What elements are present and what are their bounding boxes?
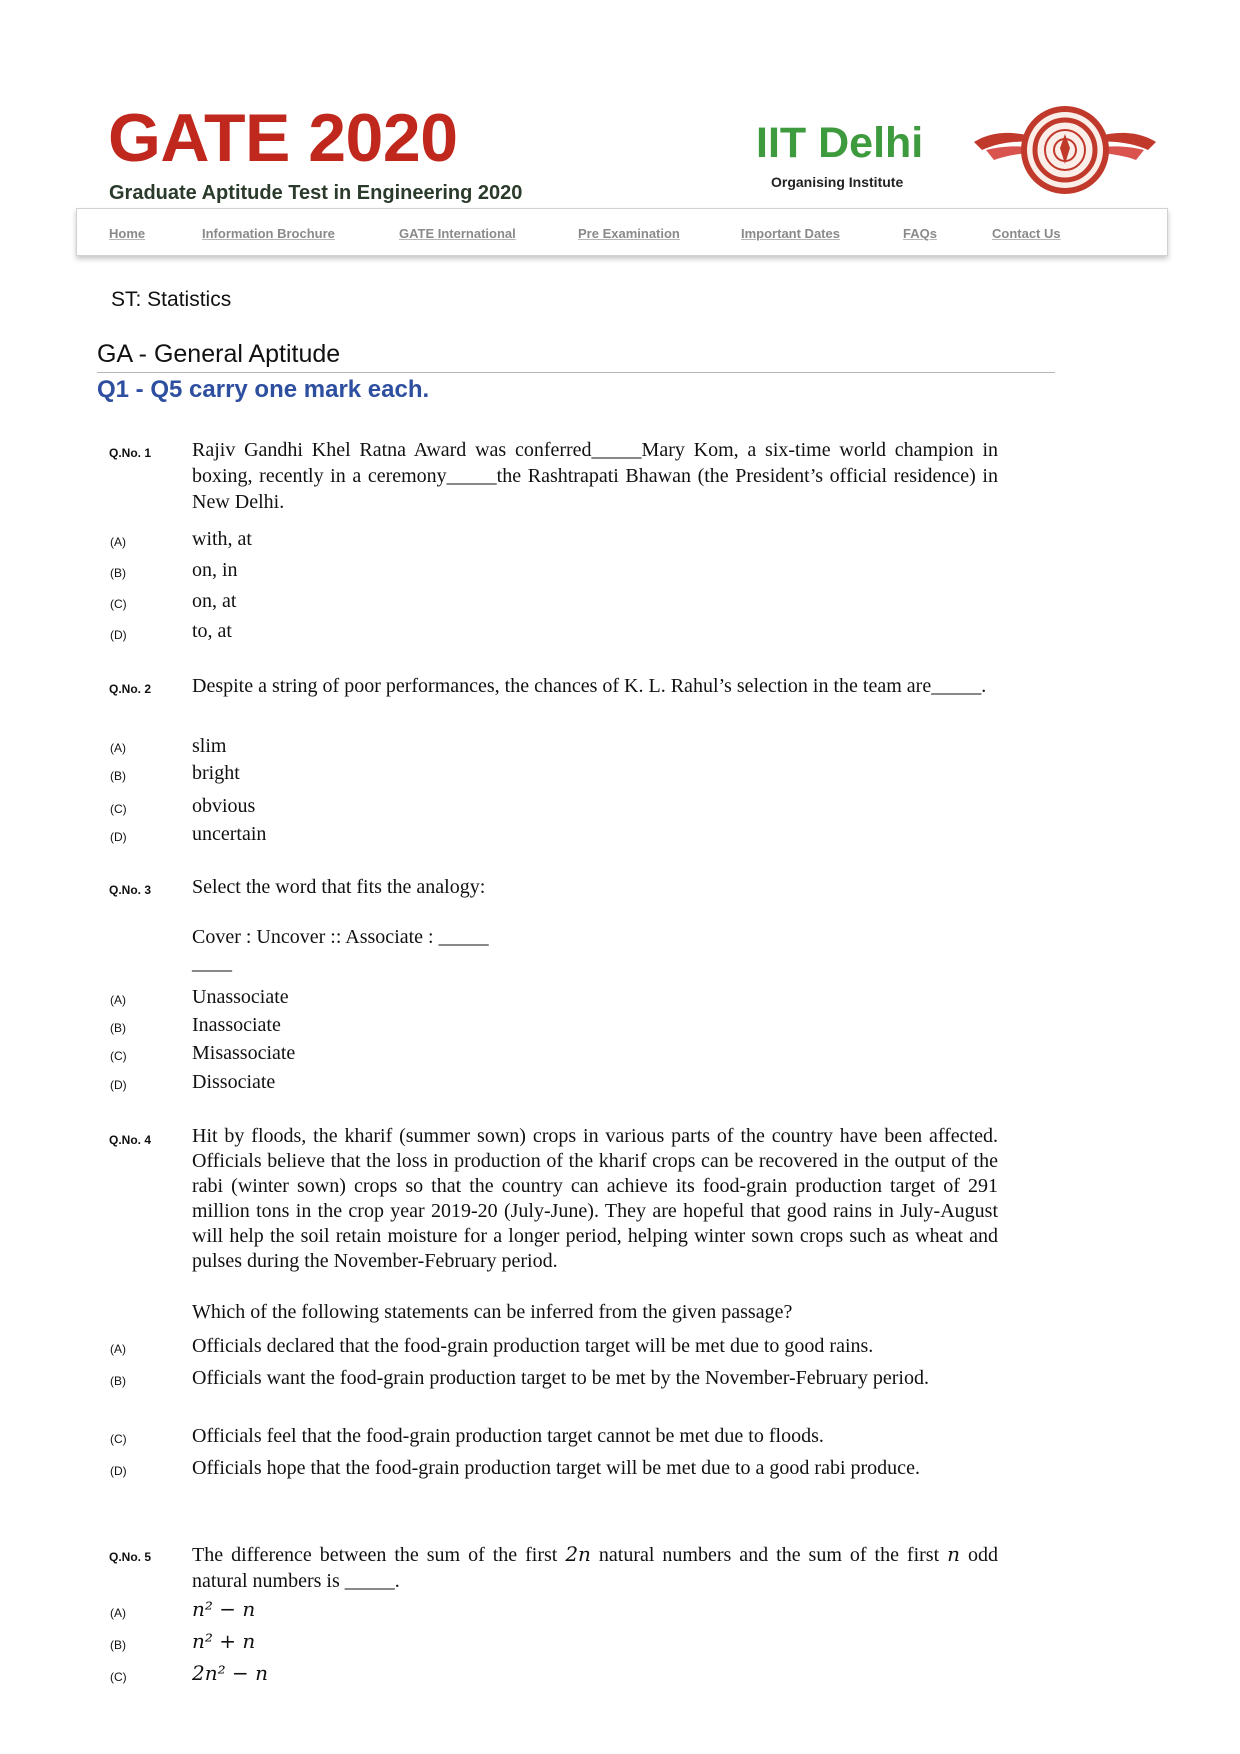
question-number: Q.No. 2 [109, 682, 152, 696]
option-label: (B) [110, 769, 126, 783]
option-text: Misassociate [192, 1042, 296, 1064]
option-label: (B) [110, 1638, 126, 1652]
question-text: Rajiv Gandhi Khel Ratna Award was conferred_____Mary Kom, a six-time world champion in boxing, recently in a ceremony_____the Rashtrapati Bhawan (the President’s official residence) in New Delhi. [192, 439, 998, 513]
analogy-text: Cover : Uncover :: Associate : _____ [192, 926, 489, 948]
question-number: Q.No. 1 [109, 446, 152, 460]
question-passage: Hit by floods, the kharif (summer sown) crops in various parts of the country have been affected. Officials believe that the loss in production of the kharif crops can be recovered in the output of the rabi (winter sown) crops so that the country can achieve its food-grain production target of 291 million tons in the crop year 2019-20 (July-June). They are hopeful that good rains in July-August will help the soil retain moisture for a longer period, helping winter sown crops such as wheat and pulses during the November-February period. [192, 1125, 998, 1272]
section-title: GA - General Aptitude [97, 340, 341, 368]
question-number: Q.No. 4 [109, 1133, 152, 1147]
option-label: (D) [110, 830, 127, 844]
math-term: n [947, 1542, 961, 1566]
option-text: 2n² − n [192, 1661, 268, 1685]
nav-pre-examination[interactable]: Pre Examination [578, 226, 680, 241]
option-label: (B) [110, 1374, 126, 1388]
nav-information-brochure[interactable]: Information Brochure [202, 226, 335, 241]
exam-subtitle: Graduate Aptitude Test in Engineering 2020 [109, 182, 523, 204]
question-text: Despite a string of poor performances, the chances of K. L. Rahul’s selection in the team are_____. [192, 675, 987, 697]
option-text: Officials hope that the food-grain production target will be met due to a good rabi produce. [192, 1457, 920, 1479]
option-text: obvious [192, 795, 256, 817]
nav-gate-international[interactable]: GATE International [399, 226, 516, 241]
question-text: Select the word that fits the analogy: [192, 876, 486, 898]
option-text: Officials feel that the food-grain production target cannot be met due to floods. [192, 1425, 824, 1447]
option-label: (C) [110, 1049, 127, 1063]
analogy-blank-continuation: ____ [192, 952, 232, 974]
option-label: (A) [110, 1342, 126, 1356]
question-number: Q.No. 5 [109, 1550, 152, 1564]
option-label: (D) [110, 1464, 127, 1478]
option-text: Dissociate [192, 1071, 276, 1093]
option-label: (D) [110, 628, 127, 642]
option-text: Inassociate [192, 1014, 281, 1036]
question-number: Q.No. 3 [109, 883, 152, 897]
exam-title: GATE 2020 [108, 100, 458, 176]
nav-contact-us[interactable]: Contact Us [992, 226, 1061, 241]
option-label: (A) [110, 993, 126, 1007]
paper-title: ST: Statistics [111, 288, 232, 311]
option-label: (A) [110, 741, 126, 755]
institute-name: IIT Delhi [756, 119, 924, 167]
option-text: n² − n [192, 1597, 256, 1621]
option-label: (C) [110, 597, 127, 611]
option-text: bright [192, 762, 240, 784]
option-label: (B) [110, 566, 126, 580]
math-term: 2n [565, 1542, 591, 1566]
option-text: Unassociate [192, 986, 289, 1008]
option-label: (A) [110, 535, 126, 549]
nav-faqs[interactable]: FAQs [903, 226, 937, 241]
option-label: (B) [110, 1021, 126, 1035]
main-nav [76, 208, 1168, 256]
option-text: slim [192, 735, 227, 757]
nav-important-dates[interactable]: Important Dates [741, 226, 840, 241]
marks-note: Q1 - Q5 carry one mark each. [97, 376, 430, 403]
option-text: Officials want the food-grain production target to be met by the November-February period. [192, 1367, 929, 1389]
option-text: Officials declared that the food-grain production target will be met due to good rains. [192, 1335, 874, 1357]
nav-home[interactable]: Home [109, 226, 146, 241]
option-text: n² + n [192, 1629, 256, 1653]
option-label: (A) [110, 1606, 126, 1620]
option-label: (D) [110, 1078, 127, 1092]
option-label: (C) [110, 1670, 127, 1684]
option-text: with, at [192, 528, 252, 550]
option-label: (C) [110, 802, 127, 816]
option-label: (C) [110, 1432, 127, 1446]
question-prompt: Which of the following statements can be inferred from the given passage? [192, 1301, 793, 1323]
option-text: on, at [192, 590, 237, 612]
institute-role: Organising Institute [771, 174, 904, 190]
iit-delhi-emblem-icon [970, 104, 1160, 200]
option-text: uncertain [192, 823, 267, 845]
option-text: on, in [192, 559, 238, 581]
section-divider [97, 372, 1055, 373]
question-text: The difference between the sum of the first 2n natural numbers and the sum of the first n odd natural numbers is _____. [192, 1542, 998, 1592]
option-text: to, at [192, 620, 232, 642]
